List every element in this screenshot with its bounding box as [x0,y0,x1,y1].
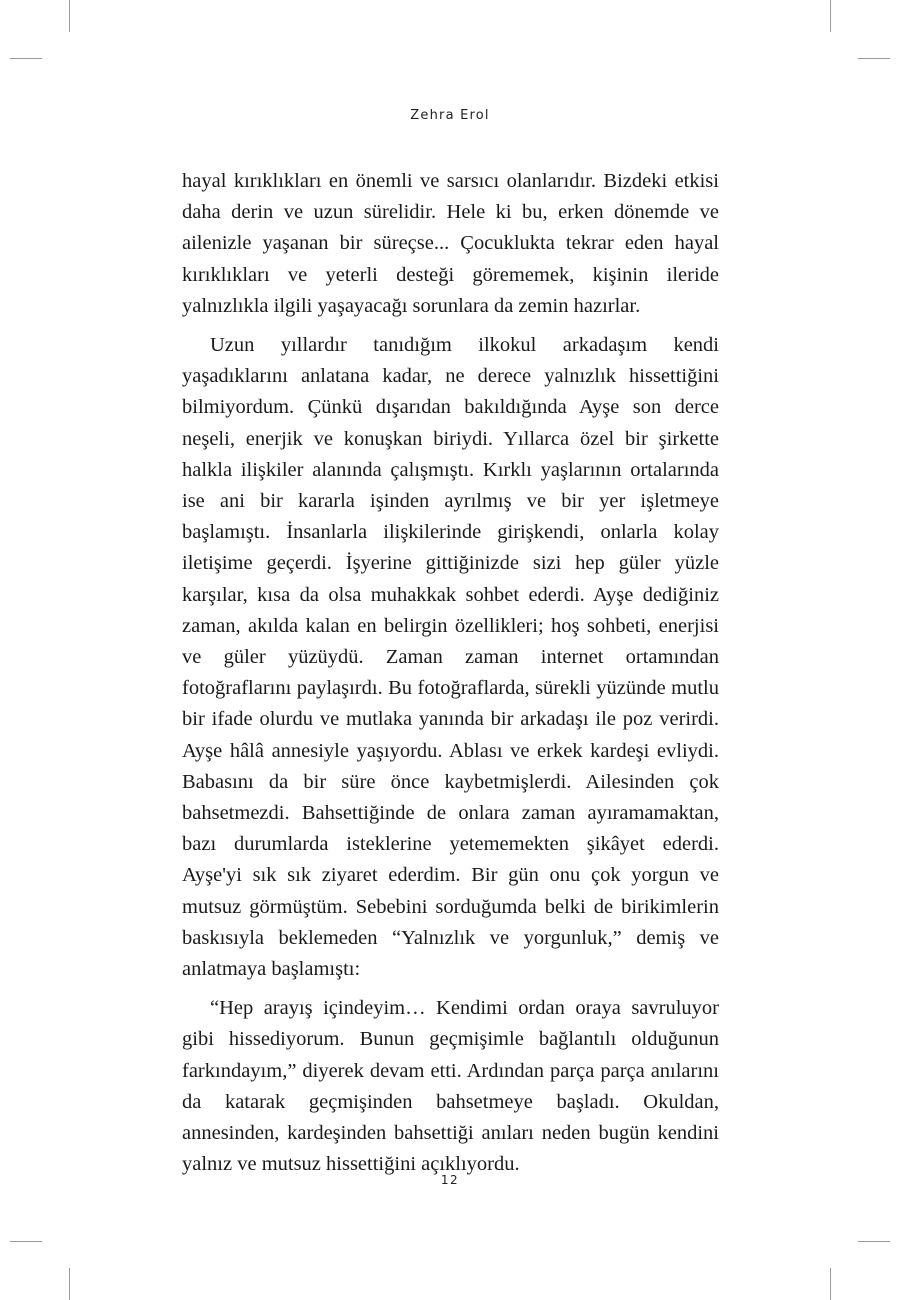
crop-mark-top-left [69,0,70,32]
crop-mark-top-left-horizontal [10,58,42,59]
crop-mark-bottom-left [69,1268,70,1300]
page-number: 12 [440,1173,460,1187]
body-text [182,166,719,1181]
crop-mark-bottom-right [830,1268,831,1300]
crop-mark-top-right [830,0,831,32]
crop-mark-bottom-right-horizontal [858,1241,890,1242]
running-head: Zehra Erol [410,108,490,123]
crop-mark-top-right-horizontal [858,58,890,59]
paragraph-3: “Hep arayış içindeyim… Kendimi ordan oraya savruluyor gibi hissediyorum. Bunun geçmişimle bağlantılı olduğunun farkındayım,” diyerek devam etti. Ardından parça parça anılarını da katarak geçmişinden bahsetmeye başladı. Okuldan, annesinden, kardeşinden bahsettiği anıları neden bugün kendini yalnız ve mutsuz hissettiğini açıklıyordu. [182,997,719,1176]
paragraph-1: hayal kırıklıkları en önemli ve sarsıcı olanlarıdır. Bizdeki etkisi daha derin ve uzun sürelidir. Hele ki bu, erken dönemde ve ailenizle yaşanan bir süreçse... Çocuklukta tekrar eden hayal kırıklıkları ve yeterli desteği görememek, kişinin ileride yalnızlıkla ilgili yaşayacağı sorunlara da zemin hazırlar. [182,170,719,317]
crop-mark-bottom-left-horizontal [10,1241,42,1242]
paragraph-2: Uzun yıllardır tanıdığım ilkokul arkadaşım kendi yaşadıklarını anlatana kadar, ne derece yalnızlık hissettiğini bilmiyordum. Çünkü dışarıdan bakıldığında Ayşe son derce neşeli, enerjik ve konuşkan biriydi. Yıllarca özel bir şirkette halkla ilişkiler alanında çalışmıştı. Kırklı yaşlarının ortalarında ise ani bir kararla işinden ayrılmış ve bir yer işletmeye başlamıştı. İnsanlarla ilişkilerinde girişkendi, onlarla kolay iletişime geçerdi. İşyerine gittiğinizde sizi hep güler yüzle karşılar, kısa da olsa muhakkak sohbet ederdi. Ayşe dediğiniz zaman, akılda kalan en belirgin özellikleri; hoş sohbeti, enerjisi ve güler yüzüydü. Zaman zaman internet ortamından fotoğraflarını paylaşırdı. Bu fotoğraflarda, sürekli yüzünde mutlu bir ifade olurdu ve mutlaka yanında bir arkadaşı ile poz verirdi. Ayşe hâlâ annesiyle yaşıyordu. Ablası ve erkek kardeşi evliydi. Babasını da bir süre önce kaybetmişlerdi. Ailesinden çok bahsetmezdi. Bahsettiğinde de onlara zaman ayıramamaktan, bazı durumlarda isteklerine yetememekten şikâyet ederdi. Ayşe'yi sık sık ziyaret ederdim. Bir gün onu çok yorgun ve mutsuz görmüştüm. Sebebini sorduğumda belki de birikimlerin baskısıyla beklemeden “Yalnızlık ve yorgunluk,” demiş ve anlatmaya başlamıştı: [182,334,719,981]
